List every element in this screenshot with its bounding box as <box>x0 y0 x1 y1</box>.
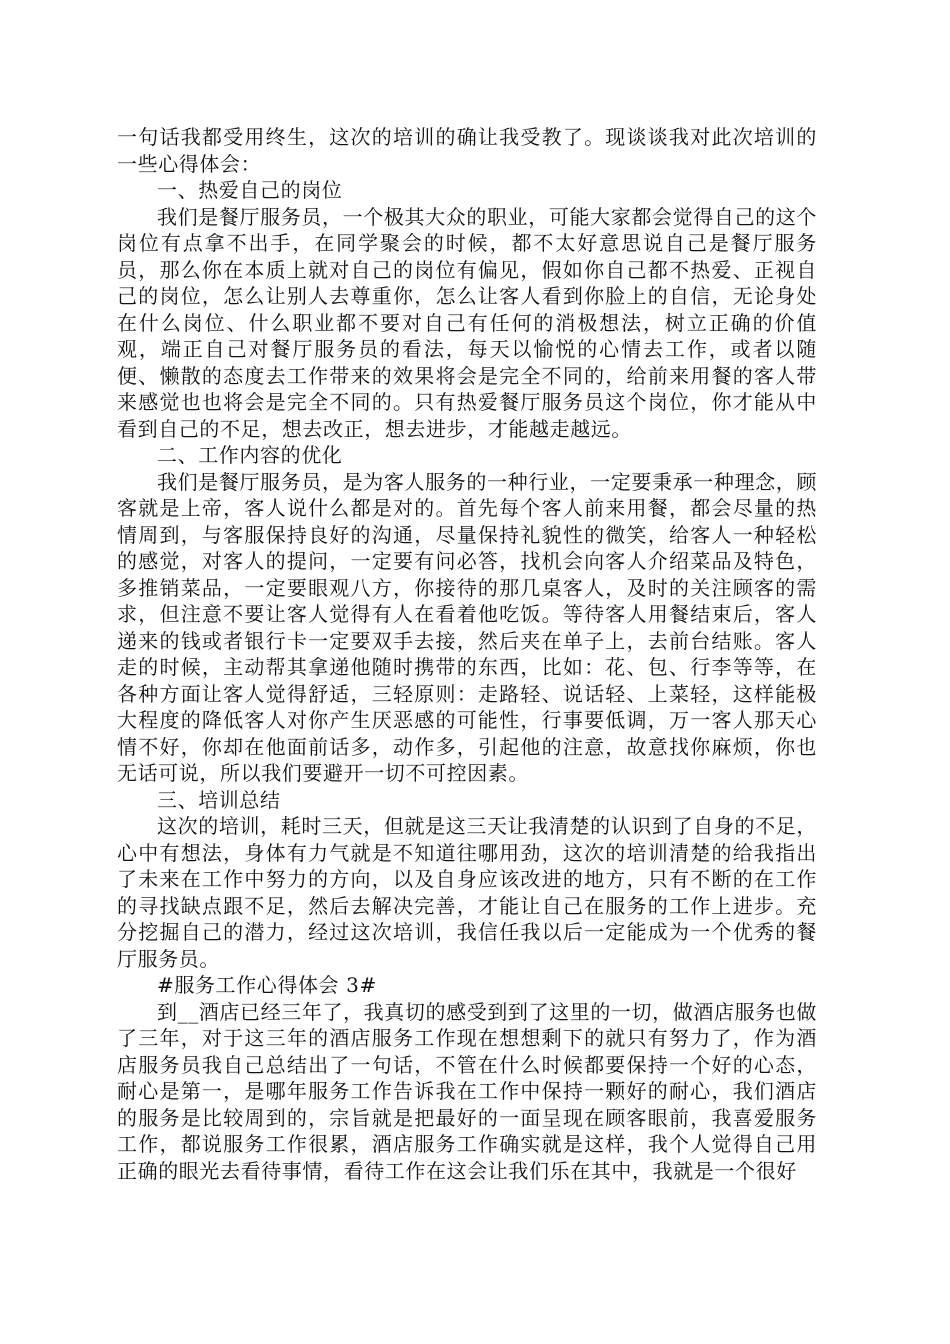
article-heading-3: #服务工作心得体会 3# <box>157 973 377 997</box>
document-body <box>117 124 817 1184</box>
article-paragraph-3: 到__酒店已经三年了，我真切的感受到到了这里的一切，做酒店服务也做了三年，对于这三年的酒店服务工作现在想想剩下的就只有努力了，作为酒店服务员我自己总结出了一句话，不管在什么时候都要保持一个好的心态，耐心是第一，是哪年服务工作告诉我在工作中保持一颗好的耐心，我们酒店的服务是比较周到的，宗旨就是把最好的一面呈现在顾客眼前，我喜爱服务工作，都说服务工作很累，酒店服务工作确实就是这样，我个人觉得自己用正确的眼光去看待事情，看待工作在这会让我们乐在其中，我就是一个很好 <box>117 999 817 1183</box>
section-paragraph-2: 我们是餐厅服务员，是为客人服务的一种行业，一定要秉承一种理念，顾客就是上帝，客人说什么都是对的。首先每个客人前来用餐，都会尽量的热情周到，与客服保持良好的沟通，尽量保持礼貌性的微笑，给客人一种轻松的感觉，对客人的提问，一定要有问必答，找机会向客人介绍菜品及特色，多推销菜品，一定要眼观八方，你接待的那几桌客人，及时的关注顾客的需求，但注意不要让客人觉得有人在看着他吃饭。等待客人用餐结束后，客人递来的钱或者银行卡一定要双手去接，然后夹在单子上，去前台结账。客人走的时候，主动帮其拿递他随时携带的东西，比如：花、包、行李等等，在各种方面让客人觉得舒适，三轻原则：走路轻、说话轻、上菜轻，这样能极大程度的降低客人对你产生厌恶感的可能性，行事要低调，万一客人那天心情不好，你却在他面前话多，动作多，引起他的注意，故意找你麻烦，你也无话可说，所以我们要避开一切不可控因素。 <box>117 469 817 785</box>
section-heading-1: 一、热爱自己的岗位 <box>157 178 343 202</box>
section-heading-2: 二、工作内容的优化 <box>157 443 343 467</box>
section-paragraph-1: 我们是餐厅服务员，一个极其大众的职业，可能大家都会觉得自己的这个岗位有点拿不出手，在同学聚会的时候，都不太好意思说自己是餐厅服务员，那么你在本质上就对自己的岗位有偏见，假如你自己都不热爱、正视自己的岗位，怎么让别人去尊重你，怎么让客人看到你脸上的自信，无论身处在什么岗位、什么职业都不要对自己有任何的消极想法，树立正确的价值观，端正自己对餐厅服务员的看法，每天以愉悦的心情去工作，或者以随便、懒散的态度去工作带来的效果将会是完全不同的，给前来用餐的客人带来感觉也也将会是完全不同的。只有热爱餐厅服务员这个岗位，你才能从中看到自己的不足，想去改正，想去进步，才能越走越远。 <box>117 204 817 441</box>
section-heading-3: 三、培训总结 <box>157 787 281 812</box>
intro-paragraph: 一句话我都受用终生，这次的培训的确让我受教了。现谈谈我对此次培训的一些心得体会： <box>117 125 817 176</box>
section-paragraph-3: 这次的培训，耗时三天，但就是这三天让我清楚的认识到了自身的不足，心中有想法，身体有力气就是不知道往哪用劲，这次的培训清楚的给我指出了未来在工作中努力的方向，以及自身应该改进的地方，只有不断的在工作的寻找缺点跟不足，然后去解决完善，才能让自己在服务的工作上进步。充分挖掘自己的潜力，经过这次培训，我信任我以后一定能成为一个优秀的餐厅服务员。 <box>117 814 817 971</box>
